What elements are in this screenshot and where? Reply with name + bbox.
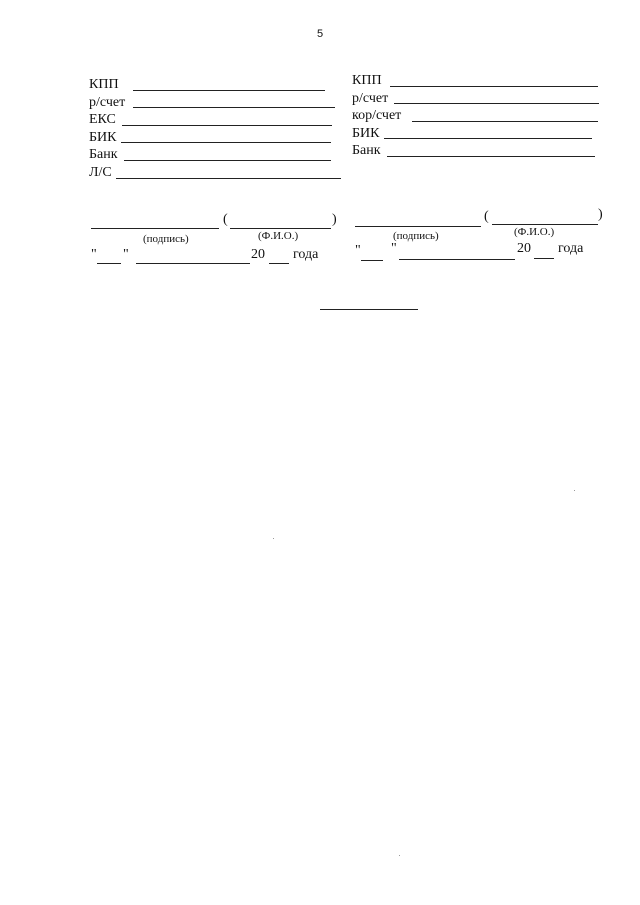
field-label: БИК [352,125,380,141]
fill-line[interactable] [133,90,325,91]
field-label: БИК [89,129,117,145]
fill-line[interactable] [121,142,331,143]
right-field-corr-account [352,107,607,125]
signature-line[interactable] [91,228,219,229]
signature-caption: (подпись) [143,233,189,245]
day-line[interactable] [97,263,121,264]
year-suffix: года [558,241,584,256]
signature-caption: (подпись) [393,230,439,242]
close-paren: ) [332,212,337,227]
right-field-bank [352,142,607,160]
left-field-account [89,94,344,112]
left-field-bank [89,146,344,164]
field-label: Л/С [89,164,112,180]
signature-line[interactable] [355,226,481,227]
scan-speck [574,490,575,491]
fill-line[interactable] [390,86,598,87]
fill-line[interactable] [387,156,595,157]
name-line[interactable] [492,224,598,225]
fill-line[interactable] [124,160,331,161]
left-field-ls [89,164,344,182]
fill-line[interactable] [394,103,599,104]
quote-open: " [355,243,361,258]
field-label: КПП [89,77,119,92]
field-label: кор/счет [352,108,402,124]
scan-speck [399,855,400,856]
field-label: р/счет [89,94,126,110]
year-line[interactable] [269,263,289,264]
month-line[interactable] [136,263,250,264]
left-signature-block [89,212,349,266]
fill-line[interactable] [384,138,592,139]
field-label: КПП [352,73,382,88]
scan-speck [273,538,274,539]
fill-line[interactable] [122,125,332,126]
fill-line[interactable] [412,121,598,122]
quote-close: " [123,247,129,262]
fill-line[interactable] [133,107,335,108]
closing-rule [320,309,418,310]
left-field-bik [89,129,344,147]
open-paren: ( [484,209,489,224]
right-signature-block [353,209,613,263]
right-field-bik [352,125,607,143]
right-bank-details [352,72,607,160]
quote-open: " [91,247,97,262]
right-field-account [352,90,607,108]
left-field-eks [89,111,344,129]
year-prefix: 20 [517,241,531,256]
quote-close: " [391,241,397,256]
year-suffix: года [293,247,319,262]
right-field-kpp [352,72,607,90]
open-paren: ( [223,212,228,227]
field-label: Банк [352,143,381,159]
left-bank-details [89,76,344,182]
field-label: р/счет [352,90,389,106]
name-caption: (Ф.И.О.) [514,226,555,238]
page-number: 5 [316,28,324,40]
fill-line[interactable] [116,178,341,179]
month-line[interactable] [399,259,515,260]
year-line[interactable] [534,258,554,259]
year-prefix: 20 [251,247,265,262]
field-label: ЕКС [89,112,116,128]
name-caption: (Ф.И.О.) [258,230,299,242]
left-field-kpp [89,76,344,94]
day-line[interactable] [361,260,383,261]
name-line[interactable] [230,228,331,229]
field-label: Банк [89,147,118,163]
close-paren: ) [598,207,603,222]
